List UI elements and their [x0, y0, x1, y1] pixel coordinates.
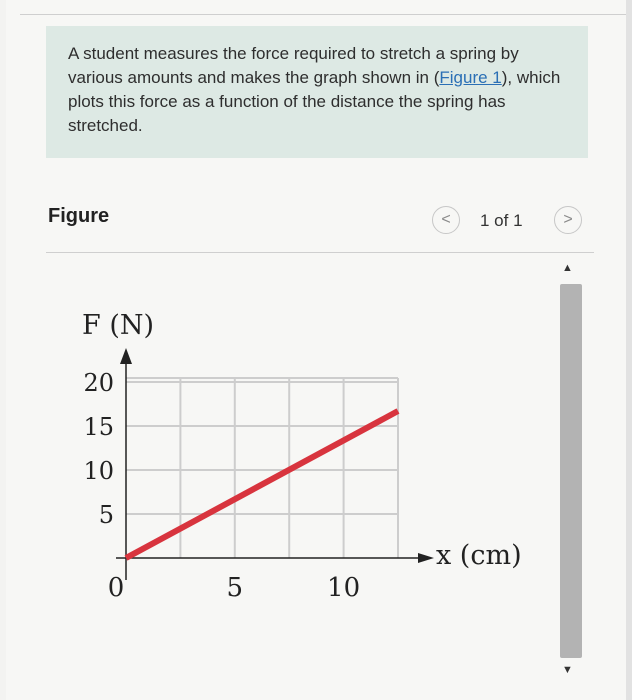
window-edge: [626, 0, 632, 700]
chart-series: [126, 411, 398, 558]
x-axis-title: x (cm): [436, 540, 522, 571]
chevron-right-icon: >: [563, 211, 573, 228]
y-axis-title: F (N): [82, 310, 155, 341]
scroll-up-arrow-icon[interactable]: ▲: [562, 262, 573, 274]
next-figure-button[interactable]: [554, 206, 582, 234]
y-tick-label: 20: [83, 369, 114, 397]
chevron-left-icon: <: [441, 211, 451, 228]
figure-title: Figure: [48, 205, 110, 227]
scroll-down-arrow-icon[interactable]: ▼: [562, 664, 573, 676]
x-tick-label: 5: [226, 573, 244, 603]
figure-page-count: 1 of 1: [480, 211, 523, 230]
y-tick-label: 15: [83, 413, 114, 441]
chart-grid: [126, 378, 398, 558]
x-tick-label: 10: [327, 573, 361, 603]
y-tick-label: 5: [98, 501, 114, 529]
scrollbar-thumb[interactable]: [560, 284, 582, 658]
chart-labels: [82, 310, 522, 603]
top-divider: [20, 0, 632, 15]
y-axis-arrow: [120, 348, 132, 364]
force-line: [126, 411, 398, 558]
previous-figure-button[interactable]: [432, 206, 460, 234]
y-tick-label: 10: [83, 457, 114, 485]
figure-link[interactable]: Figure 1: [439, 68, 502, 87]
question-prompt: [46, 26, 588, 158]
figure-divider: [46, 252, 594, 253]
x-axis-arrow: [418, 553, 434, 563]
x-tick-label: 0: [107, 573, 125, 603]
figure-pager: [428, 204, 598, 236]
question-text-start: A student measures the force required to stretch a spring by various amounts and makes the graph shown in (: [68, 44, 519, 87]
question-text-end: ), which plots this force as a function of the distance the spring has stretched.: [68, 68, 561, 135]
force-stretch-chart: [60, 290, 530, 630]
